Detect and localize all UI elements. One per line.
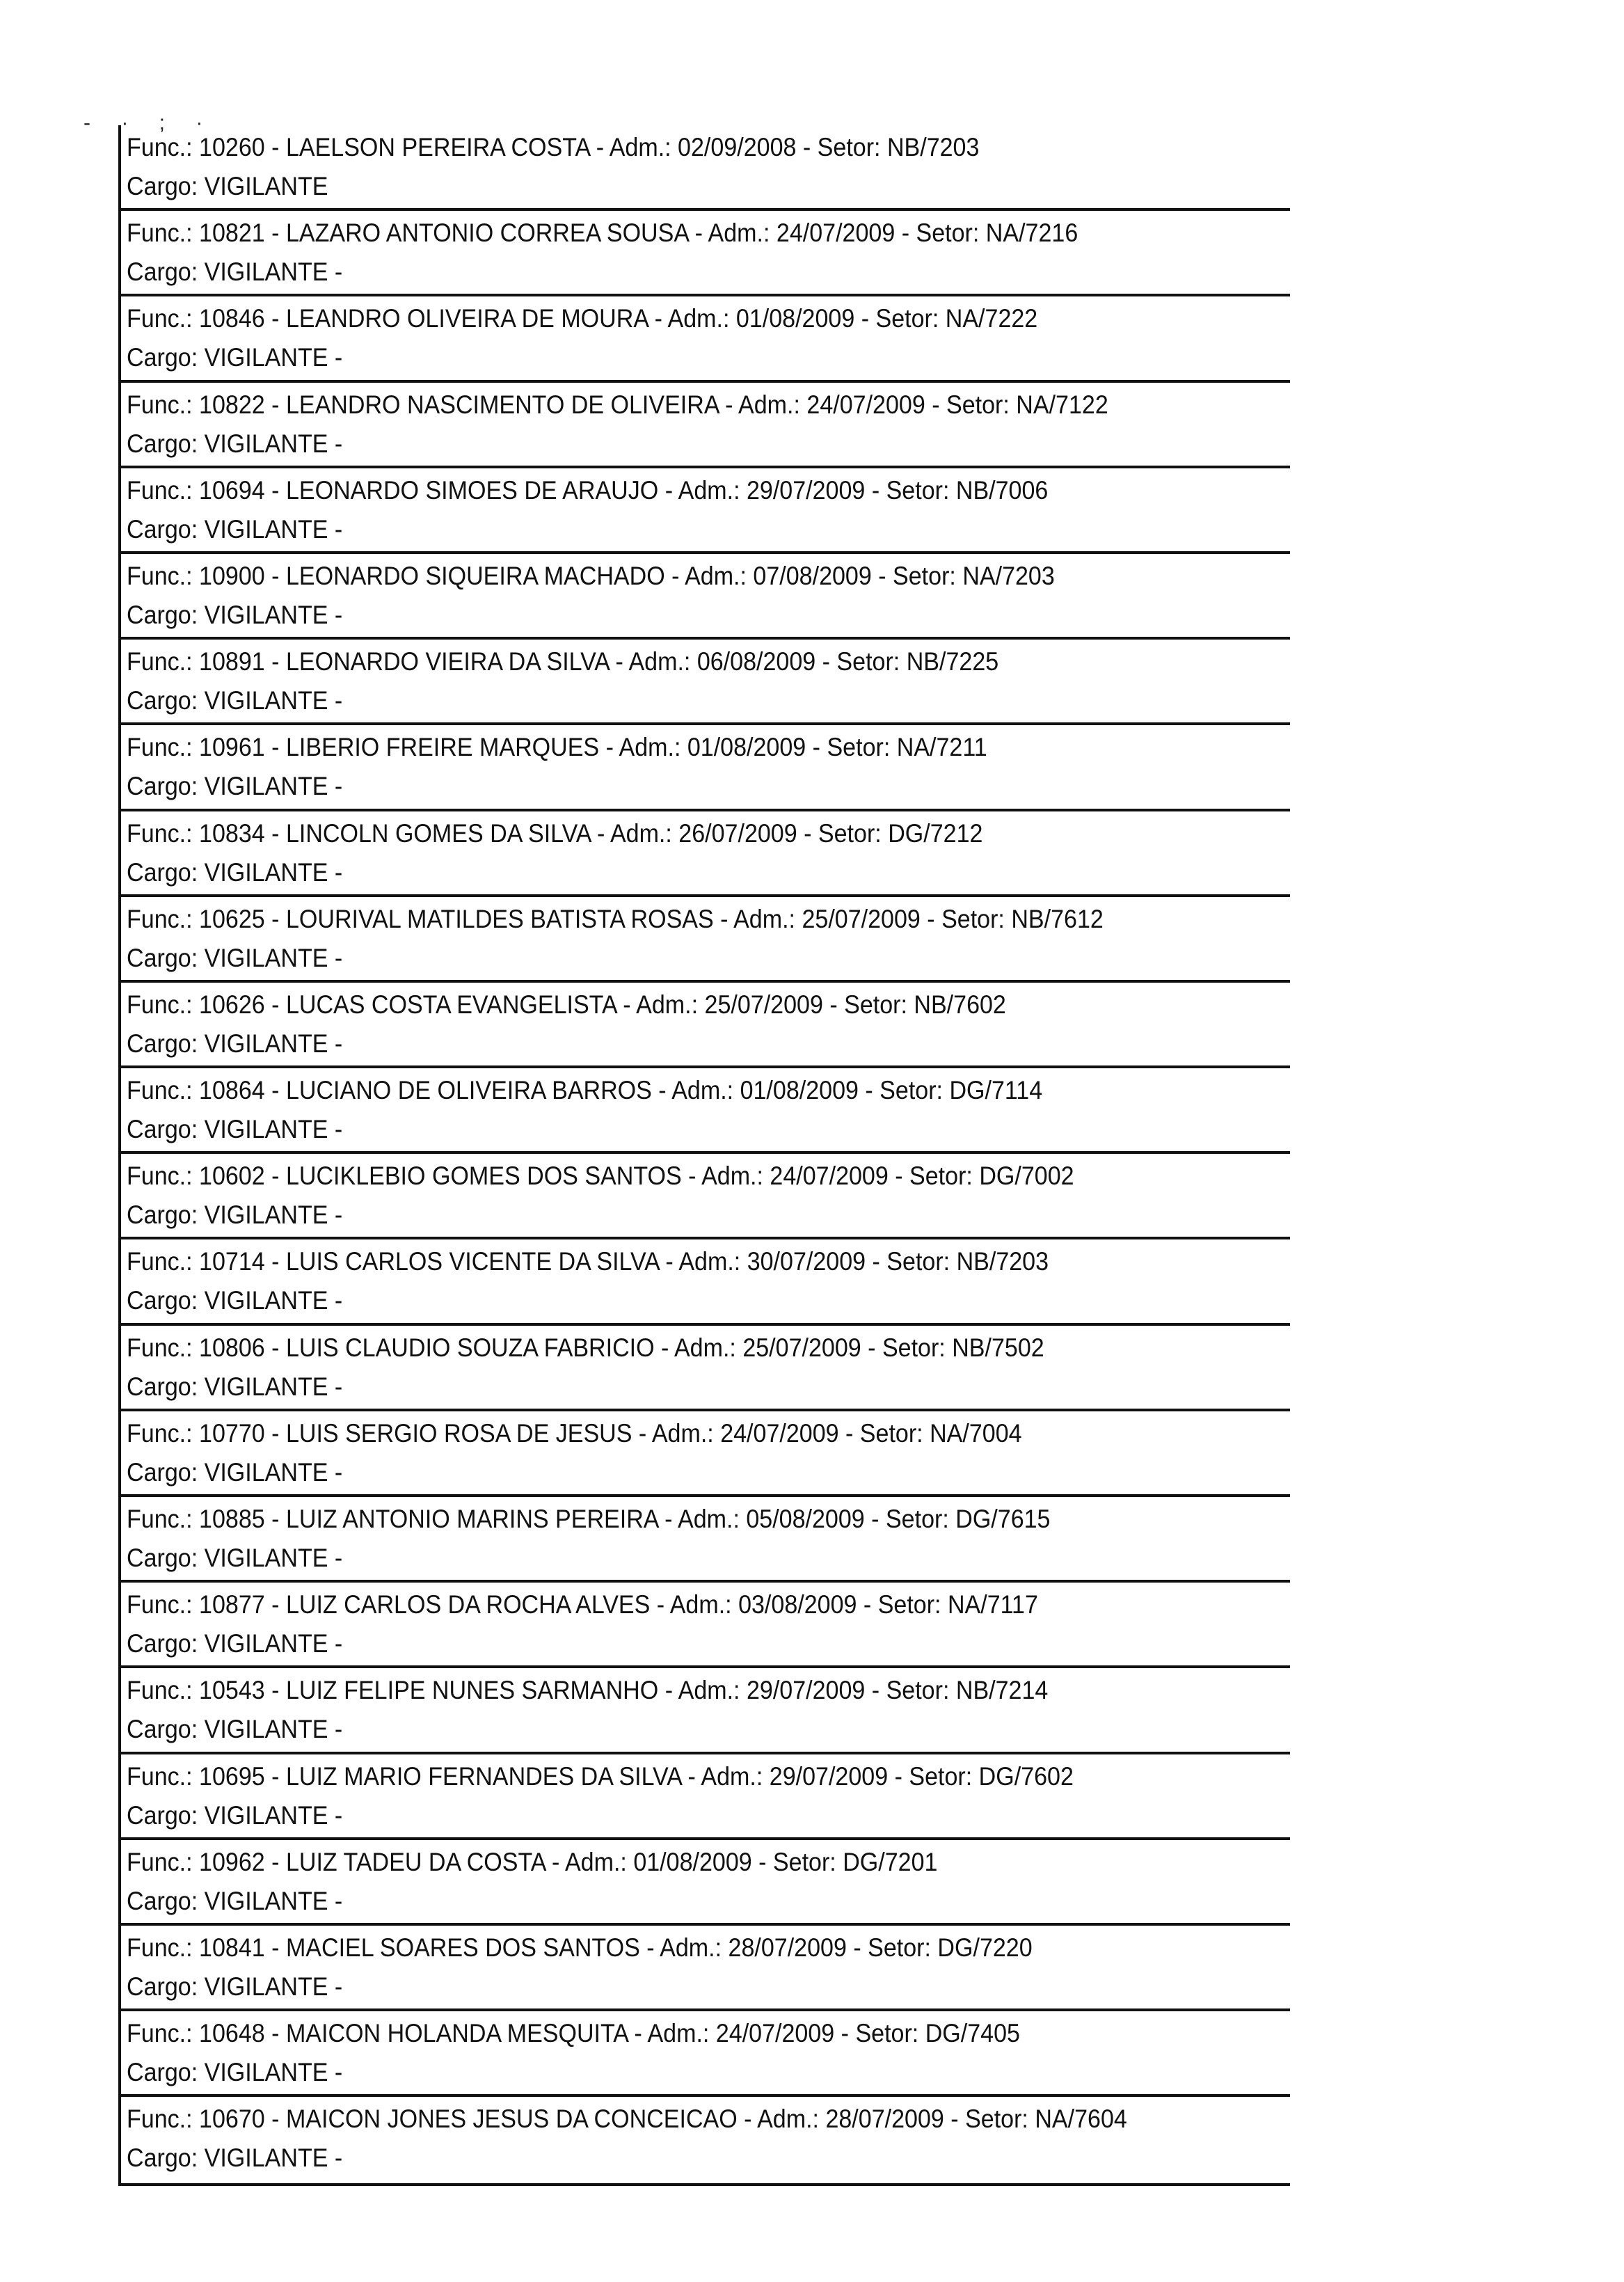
employee-func-line: Func.: 10821 - LAZARO ANTONIO CORREA SOUSA - Adm.: 24/07/2009 - Setor: NA/7216 [127, 219, 1078, 248]
employee-record [121, 1840, 1290, 1926]
employee-record [121, 125, 1290, 211]
employee-cargo-line: Cargo: VIGILANTE - [127, 1886, 343, 1915]
employee-func-line: Func.: 10543 - LUIZ FELIPE NUNES SARMANHO - Adm.: 29/07/2009 - Setor: NB/7214 [127, 1676, 1049, 1705]
employee-cargo-line: Cargo: VIGILANTE - [127, 1029, 343, 1058]
employee-func-line: Func.: 10961 - LIBERIO FREIRE MARQUES - Adm.: 01/08/2009 - Setor: NA/7211 [127, 733, 987, 762]
employee-record [121, 2097, 1290, 2182]
employee-func-line: Func.: 10260 - LAELSON PEREIRA COSTA - Adm.: 02/09/2008 - Setor: NB/7203 [127, 133, 980, 161]
employee-record [121, 2011, 1290, 2097]
employee-func-line: Func.: 10962 - LUIZ TADEU DA COSTA - Adm.: 01/08/2009 - Setor: DG/7201 [127, 1847, 938, 1876]
employee-cargo-line: Cargo: VIGILANTE - [127, 1372, 343, 1401]
employee-func-line: Func.: 10841 - MACIEL SOARES DOS SANTOS - Adm.: 28/07/2009 - Setor: DG/7220 [127, 1933, 1033, 1962]
employee-record [121, 1583, 1290, 1668]
employee-record [121, 1154, 1290, 1239]
employee-func-line: Func.: 10626 - LUCAS COSTA EVANGELISTA - Adm.: 25/07/2009 - Setor: NB/7602 [127, 990, 1006, 1019]
employee-record [121, 554, 1290, 640]
employee-cargo-line: Cargo: VIGILANTE - [127, 1286, 343, 1315]
employee-cargo-line: Cargo: VIGILANTE - [127, 343, 343, 372]
employee-record [121, 383, 1290, 468]
employee-record [121, 1926, 1290, 2011]
employee-cargo-line: Cargo: VIGILANTE - [127, 429, 343, 458]
employee-record [121, 811, 1290, 897]
employee-func-line: Func.: 10714 - LUIS CARLOS VICENTE DA SILVA - Adm.: 30/07/2009 - Setor: NB/7203 [127, 1247, 1049, 1276]
employee-cargo-line: Cargo: VIGILANTE - [127, 514, 343, 544]
employee-func-line: Func.: 10670 - MAICON JONES JESUS DA CONCEICAO - Adm.: 28/07/2009 - Setor: NA/7604 [127, 2105, 1127, 2134]
employee-cargo-line: Cargo: VIGILANTE - [127, 1201, 343, 1230]
employee-cargo-line: Cargo: VIGILANTE - [127, 943, 343, 972]
employee-cargo-line: Cargo: VIGILANTE - [127, 1800, 343, 1830]
employee-record [121, 1754, 1290, 1840]
employee-record [121, 1239, 1290, 1325]
employee-record [121, 1668, 1290, 1754]
employee-func-line: Func.: 10625 - LOURIVAL MATILDES BATISTA ROSAS - Adm.: 25/07/2009 - Setor: NB/7612 [127, 904, 1104, 933]
employee-cargo-line: Cargo: VIGILANTE - [127, 1972, 343, 2001]
employee-cargo-line: Cargo: VIGILANTE - [127, 772, 343, 801]
employee-record [121, 1068, 1290, 1154]
employee-cargo-line: Cargo: VIGILANTE - [127, 686, 343, 715]
employee-record [121, 468, 1290, 554]
employee-record [121, 983, 1290, 1068]
employee-func-line: Func.: 10806 - LUIS CLAUDIO SOUZA FABRICIO - Adm.: 25/07/2009 - Setor: NB/7502 [127, 1333, 1044, 1362]
employee-cargo-line: Cargo: VIGILANTE - [127, 2058, 343, 2087]
employee-func-line: Func.: 10877 - LUIZ CARLOS DA ROCHA ALVES - Adm.: 03/08/2009 - Setor: NA/7117 [127, 1590, 1038, 1619]
employee-record [121, 897, 1290, 983]
employee-cargo-line: Cargo: VIGILANTE - [127, 600, 343, 629]
employee-func-line: Func.: 10770 - LUIS SERGIO ROSA DE JESUS - Adm.: 24/07/2009 - Setor: NA/7004 [127, 1418, 1022, 1448]
scan-marks: - · ; · [83, 111, 216, 134]
employee-cargo-line: Cargo: VIGILANTE - [127, 1715, 343, 1744]
employee-func-line: Func.: 10864 - LUCIANO DE OLIVEIRA BARROS - Adm.: 01/08/2009 - Setor: DG/7114 [127, 1076, 1043, 1105]
employee-func-line: Func.: 10891 - LEONARDO VIEIRA DA SILVA - Adm.: 06/08/2009 - Setor: NB/7225 [127, 647, 999, 676]
employee-cargo-line: Cargo: VIGILANTE - [127, 257, 343, 287]
employee-record [121, 640, 1290, 725]
employee-record [121, 725, 1290, 811]
employee-func-line: Func.: 10602 - LUCIKLEBIO GOMES DOS SANTOS - Adm.: 24/07/2009 - Setor: DG/7002 [127, 1162, 1074, 1191]
employee-record-list [118, 125, 1290, 2186]
employee-record [121, 296, 1290, 382]
employee-func-line: Func.: 10846 - LEANDRO OLIVEIRA DE MOURA - Adm.: 01/08/2009 - Setor: NA/7222 [127, 304, 1038, 333]
employee-cargo-line: Cargo: VIGILANTE - [127, 2144, 343, 2173]
employee-record [121, 1411, 1290, 1497]
employee-cargo-line: Cargo: VIGILANTE - [127, 1629, 343, 1658]
employee-record [121, 1497, 1290, 1583]
employee-cargo-line: Cargo: VIGILANTE - [127, 857, 343, 887]
employee-func-line: Func.: 10694 - LEONARDO SIMOES DE ARAUJO - Adm.: 29/07/2009 - Setor: NB/7006 [127, 475, 1049, 505]
employee-cargo-line: Cargo: VIGILANTE - [127, 1457, 343, 1487]
employee-func-line: Func.: 10648 - MAICON HOLANDA MESQUITA - Adm.: 24/07/2009 - Setor: DG/7405 [127, 2019, 1020, 2048]
employee-func-line: Func.: 10885 - LUIZ ANTONIO MARINS PEREIRA - Adm.: 05/08/2009 - Setor: DG/7615 [127, 1505, 1051, 1533]
employee-func-line: Func.: 10822 - LEANDRO NASCIMENTO DE OLIVEIRA - Adm.: 24/07/2009 - Setor: NA/7122 [127, 390, 1108, 419]
employee-cargo-line: Cargo: VIGILANTE [127, 172, 328, 200]
employee-record [121, 1326, 1290, 1411]
employee-func-line: Func.: 10900 - LEONARDO SIQUEIRA MACHADO - Adm.: 07/08/2009 - Setor: NA/7203 [127, 561, 1055, 590]
employee-func-line: Func.: 10834 - LINCOLN GOMES DA SILVA - Adm.: 26/07/2009 - Setor: DG/7212 [127, 818, 983, 848]
employee-cargo-line: Cargo: VIGILANTE - [127, 1544, 343, 1572]
employee-cargo-line: Cargo: VIGILANTE - [127, 1115, 343, 1144]
employee-func-line: Func.: 10695 - LUIZ MARIO FERNANDES DA SILVA - Adm.: 29/07/2009 - Setor: DG/7602 [127, 1761, 1074, 1791]
employee-record [121, 211, 1290, 296]
